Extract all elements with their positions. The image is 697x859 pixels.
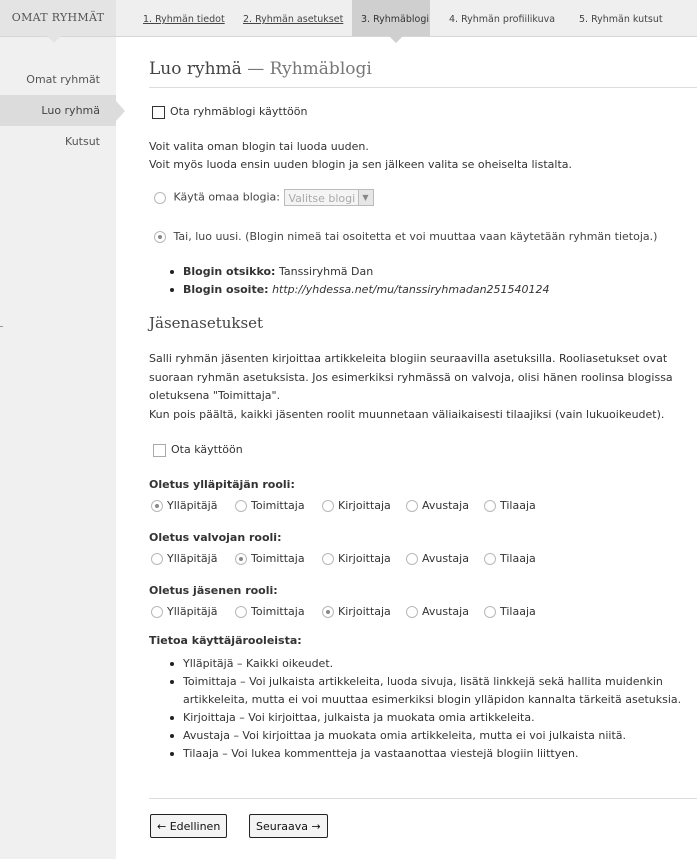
role-option-label: Kirjoittaja bbox=[338, 552, 391, 565]
sidebar-item-label: Kutsut bbox=[65, 135, 100, 148]
role-radio[interactable] bbox=[484, 553, 496, 565]
role-option-label: Ylläpitäjä bbox=[167, 499, 218, 512]
role-group-label: Oletus ylläpitäjän rooli: bbox=[149, 478, 295, 491]
list-item: Kirjoittaja – Voi kirjoittaa, julkaista ja muokata omia artikkeleita. bbox=[149, 709, 689, 727]
divider bbox=[149, 798, 697, 799]
role-option-label: Kirjoittaja bbox=[338, 499, 391, 512]
role-radio[interactable] bbox=[151, 606, 163, 618]
role-group-label: Oletus valvojan rooli: bbox=[149, 531, 282, 544]
role-option-label: Avustaja bbox=[422, 605, 469, 618]
members-heading: Jäsenasetukset bbox=[149, 314, 264, 332]
list-item: Tilaaja – Voi lukea kommentteja ja vastaanottaa viestejä blogiin liittyen. bbox=[149, 745, 689, 763]
role-option-label: Avustaja bbox=[422, 552, 469, 565]
members-description: Salli ryhmän jäsenten kirjoittaa artikkeleita blogiin seuraavilla asetuksilla. Rooliasetukset ovat suoraan ryhmän asetuksista. Jos esimerkiksi ryhmässä on valvoja, olisi hänen roolinsa blogissa oletuksena "Toimittaja". Kun pois päältä, kaikki jäsenten roolit muunnetaan väliaikaisesti tilaajiksi (vain lukuoikeudet). bbox=[149, 352, 673, 421]
edge-mark bbox=[0, 326, 3, 327]
sidebar-item-invites[interactable] bbox=[0, 126, 116, 157]
role-radio[interactable] bbox=[151, 500, 163, 512]
role-option-label: Tilaaja bbox=[500, 499, 536, 512]
create-new-row[interactable]: Tai, luo uusi. (Blogin nimeä tai osoitetta et voi muuttaa vaan käytetään ryhmän tietoja.) bbox=[154, 230, 657, 243]
role-group-label: Oletus jäsenen rooli: bbox=[149, 584, 278, 597]
enable-roles-checkbox[interactable] bbox=[153, 444, 166, 457]
role-option[interactable] bbox=[406, 499, 469, 512]
role-option-label: Kirjoittaja bbox=[338, 605, 391, 618]
role-option[interactable] bbox=[235, 605, 305, 618]
role-radio[interactable] bbox=[406, 606, 418, 618]
role-option-label: Toimittaja bbox=[251, 552, 305, 565]
previous-button[interactable]: ← Edellinen bbox=[150, 814, 227, 838]
list-item: Ylläpitäjä – Kaikki oikeudet. bbox=[149, 655, 689, 673]
sidebar-header-label: OMAT RYHMÄT bbox=[11, 11, 105, 24]
role-option[interactable] bbox=[484, 605, 536, 618]
role-option-label: Toimittaja bbox=[251, 605, 305, 618]
left-sidebar bbox=[0, 0, 116, 859]
role-option[interactable] bbox=[484, 552, 536, 565]
next-button[interactable]: Seuraava → bbox=[249, 814, 328, 838]
role-option[interactable] bbox=[235, 552, 305, 565]
role-option-label: Avustaja bbox=[422, 499, 469, 512]
role-radio[interactable] bbox=[322, 606, 334, 618]
enable-roles-row[interactable]: Ota käyttöön bbox=[153, 443, 243, 457]
sidebar-item-create-group[interactable] bbox=[0, 95, 116, 126]
use-own-blog-radio[interactable] bbox=[154, 192, 166, 204]
active-arrow bbox=[116, 101, 125, 121]
use-own-blog-row[interactable]: Käytä omaa blogia: Valitse blogi ▼ bbox=[154, 189, 374, 206]
tab-active-notch bbox=[389, 36, 403, 43]
role-option[interactable] bbox=[235, 499, 305, 512]
tab-group-avatar[interactable]: 4. Ryhmän profiilikuva bbox=[449, 14, 556, 25]
role-option-label: Ylläpitäjä bbox=[167, 552, 218, 565]
role-radio[interactable] bbox=[235, 606, 247, 618]
create-new-radio[interactable] bbox=[154, 231, 166, 243]
blog-select[interactable]: Valitse blogi ▼ bbox=[284, 189, 374, 206]
sidebar-header-notch bbox=[47, 36, 61, 43]
list-item: Toimittaja – Voi julkaista artikkeleita, luoda sivuja, lisätä linkkejä sekä hallita muidenkin artikkeleita, mutta ei voi muuttaa esimerkiksi blogin ylläpidon kannalta tärkeitä asetuksia. bbox=[149, 673, 689, 709]
roles-info-heading: Tietoa käyttäjärooleista: bbox=[149, 634, 302, 647]
role-option-label: Tilaaja bbox=[500, 552, 536, 565]
page-title-bar bbox=[149, 51, 697, 88]
role-option[interactable] bbox=[406, 552, 469, 565]
enable-blog-checkbox[interactable] bbox=[152, 106, 165, 119]
tab-group-settings[interactable]: 2. Ryhmän asetukset bbox=[243, 14, 344, 25]
tab-group-invites[interactable]: 5. Ryhmän kutsut bbox=[579, 14, 663, 25]
role-option[interactable] bbox=[322, 499, 391, 512]
role-option[interactable] bbox=[151, 499, 217, 512]
role-option-label: Ylläpitäjä bbox=[167, 605, 218, 618]
role-radio[interactable] bbox=[322, 500, 334, 512]
sidebar-item-label: Luo ryhmä bbox=[41, 104, 100, 117]
list-item: Avustaja – Voi kirjoittaa ja muokata omia artikkeleita, mutta ei voi julkaista niitä. bbox=[149, 727, 689, 745]
blog-url: http://yhdessa.net/mu/tanssiryhmadan251540124 bbox=[272, 283, 550, 296]
role-radio[interactable] bbox=[235, 500, 247, 512]
sidebar-item-label: Omat ryhmät bbox=[26, 73, 100, 86]
intro-text: Voit valita oman blogin tai luoda uuden. Voit myös luoda ensin uuden blogin ja sen jälkeen valita se oheiselta listalta. bbox=[149, 140, 572, 171]
role-radio[interactable] bbox=[235, 553, 247, 565]
role-radio[interactable] bbox=[406, 500, 418, 512]
sidebar-item-my-groups[interactable] bbox=[0, 64, 116, 95]
blog-info-list bbox=[149, 263, 550, 299]
list-item: Blogin otsikko: Tanssiryhmä Dan bbox=[149, 263, 550, 281]
role-radio[interactable] bbox=[484, 606, 496, 618]
step-tabs bbox=[116, 0, 697, 37]
role-radio[interactable] bbox=[151, 553, 163, 565]
page-title: Luo ryhmä — Ryhmäblogi bbox=[149, 59, 372, 79]
roles-info-list bbox=[149, 655, 689, 763]
chevron-down-icon: ▼ bbox=[358, 190, 373, 205]
sidebar-header bbox=[0, 0, 116, 37]
role-radio[interactable] bbox=[484, 500, 496, 512]
tab-group-blog[interactable]: 3. Ryhmäblogi bbox=[352, 0, 430, 36]
role-radio[interactable] bbox=[406, 553, 418, 565]
role-option[interactable] bbox=[406, 605, 469, 618]
role-option-label: Tilaaja bbox=[500, 605, 536, 618]
role-option-label: Toimittaja bbox=[251, 499, 305, 512]
tab-group-details[interactable]: 1. Ryhmän tiedot bbox=[143, 14, 225, 25]
role-option[interactable] bbox=[322, 605, 391, 618]
list-item: Blogin osoite: http://yhdessa.net/mu/tanssiryhmadan251540124 bbox=[149, 281, 550, 299]
role-option[interactable] bbox=[484, 499, 536, 512]
role-option[interactable] bbox=[322, 552, 391, 565]
enable-blog-label: Ota ryhmäblogi käyttöön bbox=[170, 105, 308, 118]
role-option[interactable] bbox=[151, 552, 217, 565]
role-radio[interactable] bbox=[322, 553, 334, 565]
sidebar-nav bbox=[0, 64, 116, 157]
enable-blog-row[interactable] bbox=[152, 105, 307, 119]
role-option[interactable] bbox=[151, 605, 217, 618]
